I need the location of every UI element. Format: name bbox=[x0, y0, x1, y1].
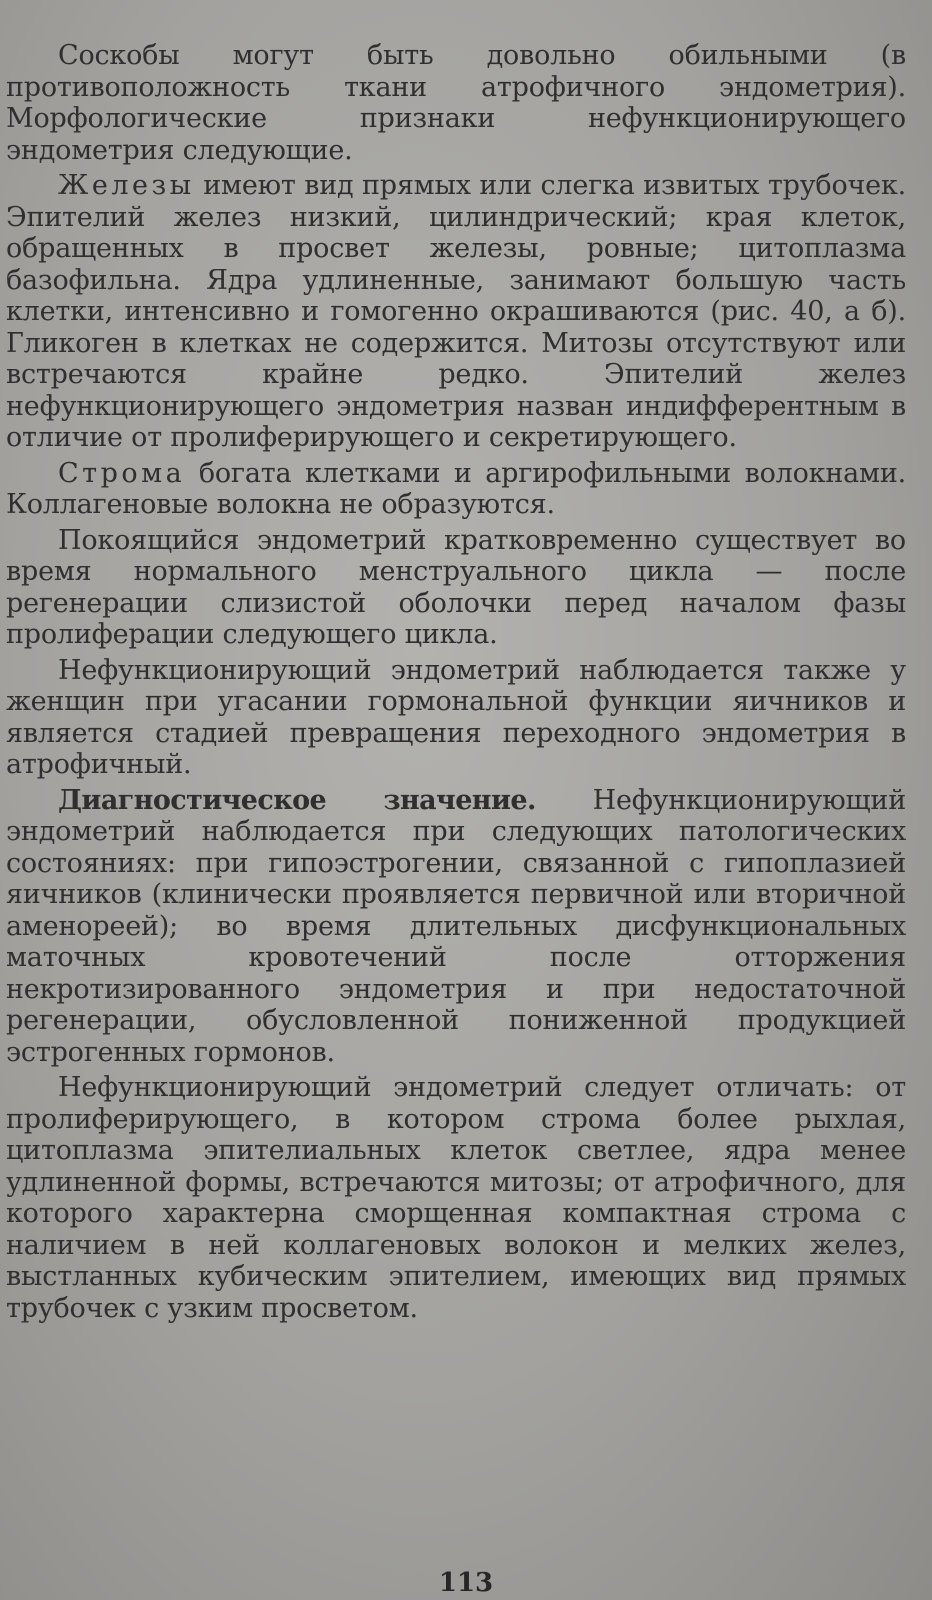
paragraph-differential bbox=[6, 1072, 906, 1324]
paragraph-ovarian-function bbox=[6, 655, 906, 781]
spaced-heading-stroma: Строма bbox=[58, 457, 186, 489]
paragraph-text: имеют вид прямых или слегка извитых трубочек. Эпителий желез низкий, цилиндрический; края клеток, обращенных в просвет железы, ровные; цитоплазма базофильна. Ядра удлиненные, занимают большую часть клетки, интенсивно и гомогенно окрашиваются (рис. 40, а б). Гликоген в клетках не содержится. Митозы отсутствуют или встречаются крайне редко. Эпителий желез нефункционирующего эндометрия назван индифферентным в отличие от пролиферирующего и секретирующего. bbox=[6, 170, 906, 453]
paragraph-text: Нефункционирующий эндометрий наблюдается также у женщин при угасании гормональной функции яичников и является стадией превращения переходного эндометрия в атрофичный. bbox=[6, 654, 906, 780]
paragraph-text: Соскобы могут быть довольно обильными (в противоположность ткани атрофичного эндометрия). Морфологические признаки нефункционирующего эндометрия следующие. bbox=[6, 40, 906, 166]
paragraph-glands bbox=[6, 170, 906, 454]
body-text bbox=[6, 40, 906, 1328]
paragraph-text: Нефункционирующий эндометрий наблюдается при следующих патологических состояниях: при гипоэстрогении, связанной с гипоплазией яичников (клинически проявляется первичной или вторичной аменореей); во время длительных дисфункциональных маточных кровотечений после отторжения некротизированного эндометрия и при недостаточной регенерации, обусловленной пониженной продукцией эстрогенных гормонов. bbox=[6, 784, 906, 1068]
paragraph-text: богата клетками и аргирофильными волокнами. Коллагеновые волокна не образуются. bbox=[6, 457, 906, 520]
paragraph-text: Нефункционирующий эндометрий следует отличать: от пролиферирующего, в котором строма более рыхлая, цитоплазма эпителиальных клеток светлее, ядра менее удлиненной формы, встречаются митозы; от атрофичного, для которого характерна сморщенная компактная строма с наличием в ней коллагеновых волокон и мелких желез, выстланных кубическим эпителием, имеющих вид прямых трубочек с узким просветом. bbox=[6, 1072, 906, 1324]
paragraph-resting-endometrium bbox=[6, 525, 906, 651]
paragraph-text: Покоящийся эндометрий кратковременно существует во время нормального менструального цикла — после регенерации слизистой оболочки перед началом фазы пролиферации следующего цикла. bbox=[6, 524, 906, 650]
page-number: 113 bbox=[438, 1568, 494, 1598]
paragraph-scrapings bbox=[6, 40, 906, 166]
paragraph-stroma bbox=[6, 458, 906, 521]
paragraph-diagnostic-value bbox=[6, 785, 906, 1069]
bold-heading-diagnostic: Диагностическое значение. bbox=[58, 784, 536, 816]
spaced-heading-glands: Железы bbox=[58, 170, 195, 201]
